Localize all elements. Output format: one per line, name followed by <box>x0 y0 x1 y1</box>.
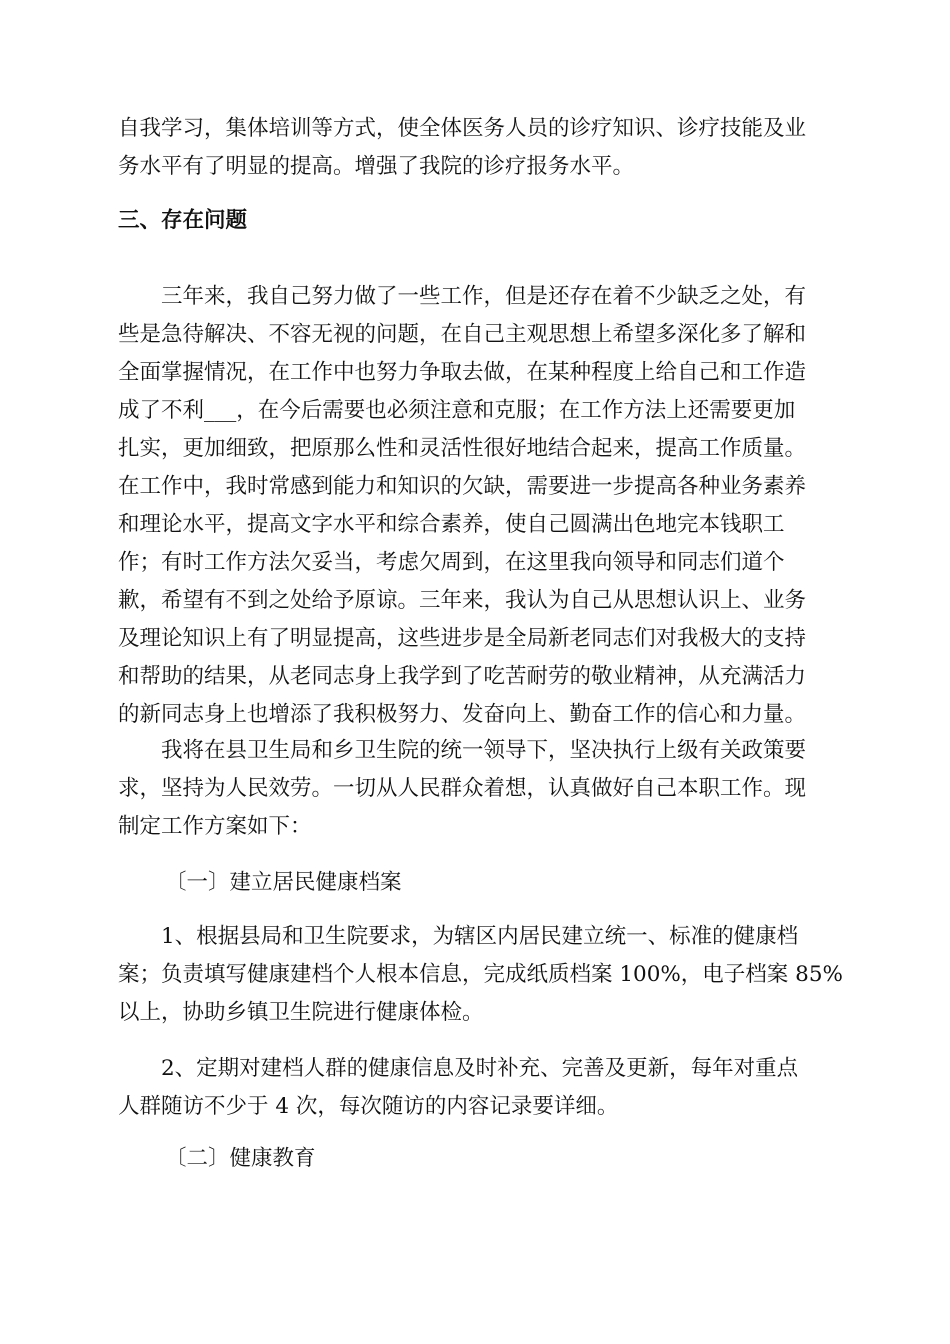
text-line: 作；有时工作方法欠妥当，考虑欠周到，在这里我向领导和同志们道个 <box>118 550 785 575</box>
text-line: 成了不利___，在今后需要也必须注意和克服；在工作方法上还需要更加 <box>118 398 796 423</box>
paragraph-problems <box>118 278 833 734</box>
text-line: 扎实，更加细致，把原那么性和灵活性很好地结合起来，提高工作质量。 <box>118 436 807 461</box>
text-line: 和帮助的结果，从老同志身上我学到了吃苦耐劳的敬业精神，从充满活力 <box>118 664 807 689</box>
text-line: 2、定期对建档人群的健康信息及时补充、完善及更新，每年对重点 <box>161 1056 799 1081</box>
paragraph-plan <box>118 732 833 846</box>
text-line: 和理论水平，提高文字水平和综合素养，使自己圆满出色地完本钱职工 <box>118 512 785 537</box>
text-line: 以上，协助乡镇卫生院进行健康体检。 <box>118 1000 484 1025</box>
text-line: 务水平有了明显的提高。增强了我院的诊疗报务水平。 <box>118 154 635 179</box>
paragraph-item-1 <box>118 918 843 1032</box>
text-line: 全面掌握情况，在工作中也努力争取去做，在某种程度上给自己和工作造 <box>118 360 807 385</box>
subheading-health-education <box>118 1140 833 1178</box>
paragraph-item-2 <box>118 1050 833 1126</box>
text-line: 我将在县卫生局和乡卫生院的统一领导下，坚决执行上级有关政策要 <box>161 738 807 763</box>
section-heading: 三、存在问题 <box>118 208 248 233</box>
text-line: 三年来，我自己努力做了一些工作，但是还存在着不少缺乏之处，有 <box>161 284 807 309</box>
text-line: 〔一〕建立居民健康档案 <box>165 870 402 895</box>
text-line: 些是急待解决、不容无视的问题，在自己主观思想上希望多深化多了解和 <box>118 322 807 347</box>
text-line: 的新同志身上也增添了我积极努力、发奋向上、勤奋工作的信心和力量。 <box>118 702 807 727</box>
text-line: 及理论知识上有了明显提高，这些进步是全局新老同志们对我极大的支持 <box>118 626 807 651</box>
text-line: 〔二〕健康教育 <box>165 1146 316 1171</box>
text-line: 自我学习，集体培训等方式，使全体医务人员的诊疗知识、诊疗技能及业 <box>118 116 807 141</box>
paragraph-intro <box>118 110 833 186</box>
text-line: 人群随访不少于 4 次，每次随访的内容记录要详细。 <box>118 1094 619 1119</box>
text-line: 在工作中，我时常感到能力和知识的欠缺，需要进一步提高各种业务素养 <box>118 474 807 499</box>
text-line: 求，坚持为人民效劳。一切从人民群众着想，认真做好自己本职工作。现 <box>118 776 807 801</box>
text-line: 歉，希望有不到之处给予原谅。三年来，我认为自己从思想认识上、业务 <box>118 588 807 613</box>
text-line: 制定工作方案如下： <box>118 814 312 839</box>
text-line: 案；负责填写健康建档个人根本信息，完成纸质档案 100%，电子档案 85% <box>118 962 843 987</box>
text-line: 1、根据县局和卫生院要求，为辖区内居民建立统一、标准的健康档 <box>161 924 799 949</box>
subheading-health-records <box>118 864 833 902</box>
